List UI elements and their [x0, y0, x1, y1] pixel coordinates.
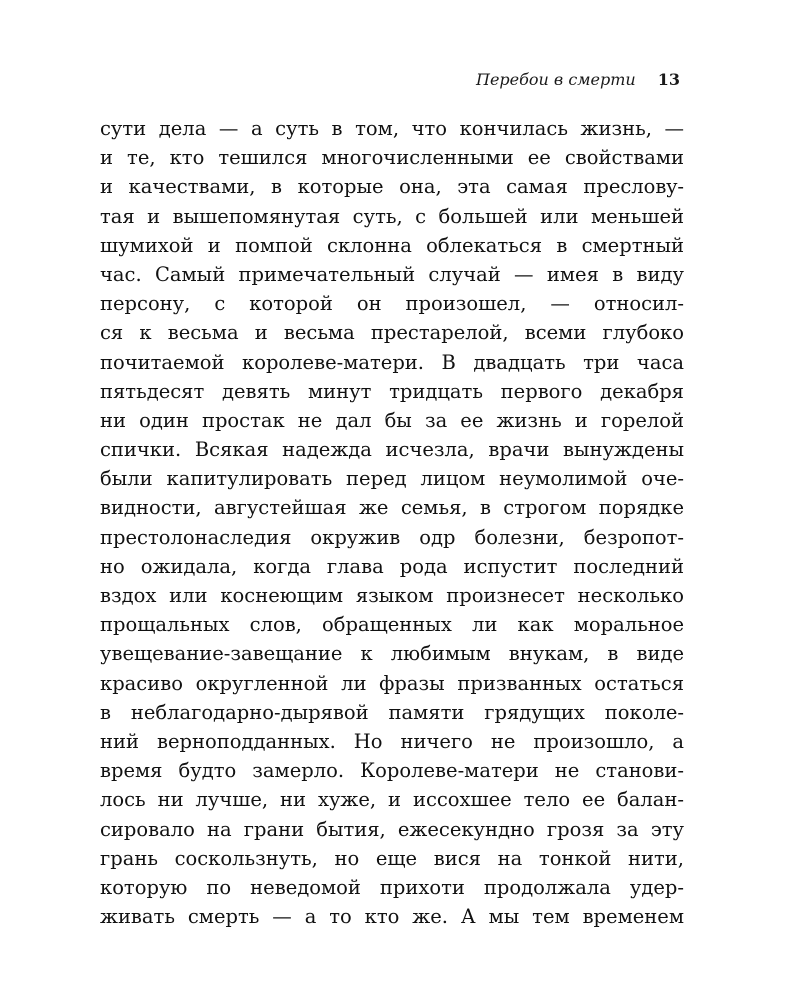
text-line: сути дела — а суть в том, что кончилась жизнь, —: [100, 117, 684, 140]
text-line: вздох или коснеющим языком произнесет несколько: [100, 584, 684, 607]
text-line: грань соскользнуть, но еще вися на тонкой нити,: [100, 846, 684, 870]
page-number: 13: [657, 70, 680, 89]
text-line: ни один простак не дал бы за ее жизнь и горелой: [100, 408, 684, 432]
text-line: персону, с которой он произошел, — относил-: [100, 292, 684, 316]
text-line: спички. Всякая надежда исчезла, врачи вынуждены: [100, 438, 684, 462]
text-line: сировало на грани бытия, ежесекундно грозя за эту: [100, 817, 684, 841]
text-line: красиво округленной ли фразы призванных остаться: [100, 671, 684, 695]
text-line: и качествами, в которые она, эта самая пресловy-: [100, 175, 684, 199]
text-line: почитаемой королеве-матери. В двадцать три часа: [100, 350, 684, 374]
text-line: пятьдесят девять минут тридцать первого декабря: [100, 379, 684, 403]
text-line: в неблагодарно-дырявой памяти грядущих поколе-: [100, 700, 684, 724]
text-line: час. Самый примечательный случай — имея в виду: [100, 262, 684, 286]
running-head: [100, 70, 680, 89]
text-line: были капитулировать перед лицом неумолимой оче-: [100, 467, 684, 491]
text-line: которую по неведомой прихоти продолжала удер-: [100, 875, 684, 899]
text-line: увещевание-завещание к любимым внукам, в виде: [100, 642, 684, 666]
text-line: тая и вышепомянутая суть, с большей или меньшей: [100, 204, 684, 228]
text-line: лось ни лучше, ни хуже, и иссохшее тело ее балан-: [100, 788, 684, 812]
text-line: престолонаследия окружив одр болезни, безропот-: [100, 525, 684, 549]
text-line: и те, кто тешился многочисленными ее свойствами: [100, 146, 684, 170]
text-line: время будто замерло. Королеве-матери не станови-: [100, 759, 684, 783]
text-line: ний верноподданных. Но ничего не произошло, а: [100, 729, 684, 753]
body-text: [100, 114, 684, 931]
text-line: но ожидала, когда глава рода испустит последний: [100, 554, 684, 578]
running-title: Перебои в смерти: [476, 70, 636, 89]
text-line: живать смерть — а то кто же. А мы тем временем: [100, 905, 684, 929]
text-line: шумихой и помпой склонна облекаться в смертный: [100, 233, 684, 257]
text-line: ся к весьма и весьма престарелой, всеми глубоко: [100, 321, 684, 345]
text-line: видности, августейшая же семья, в строгом порядке: [100, 496, 684, 520]
text-line: прощальных слов, обращенных ли как моральное: [100, 613, 684, 637]
